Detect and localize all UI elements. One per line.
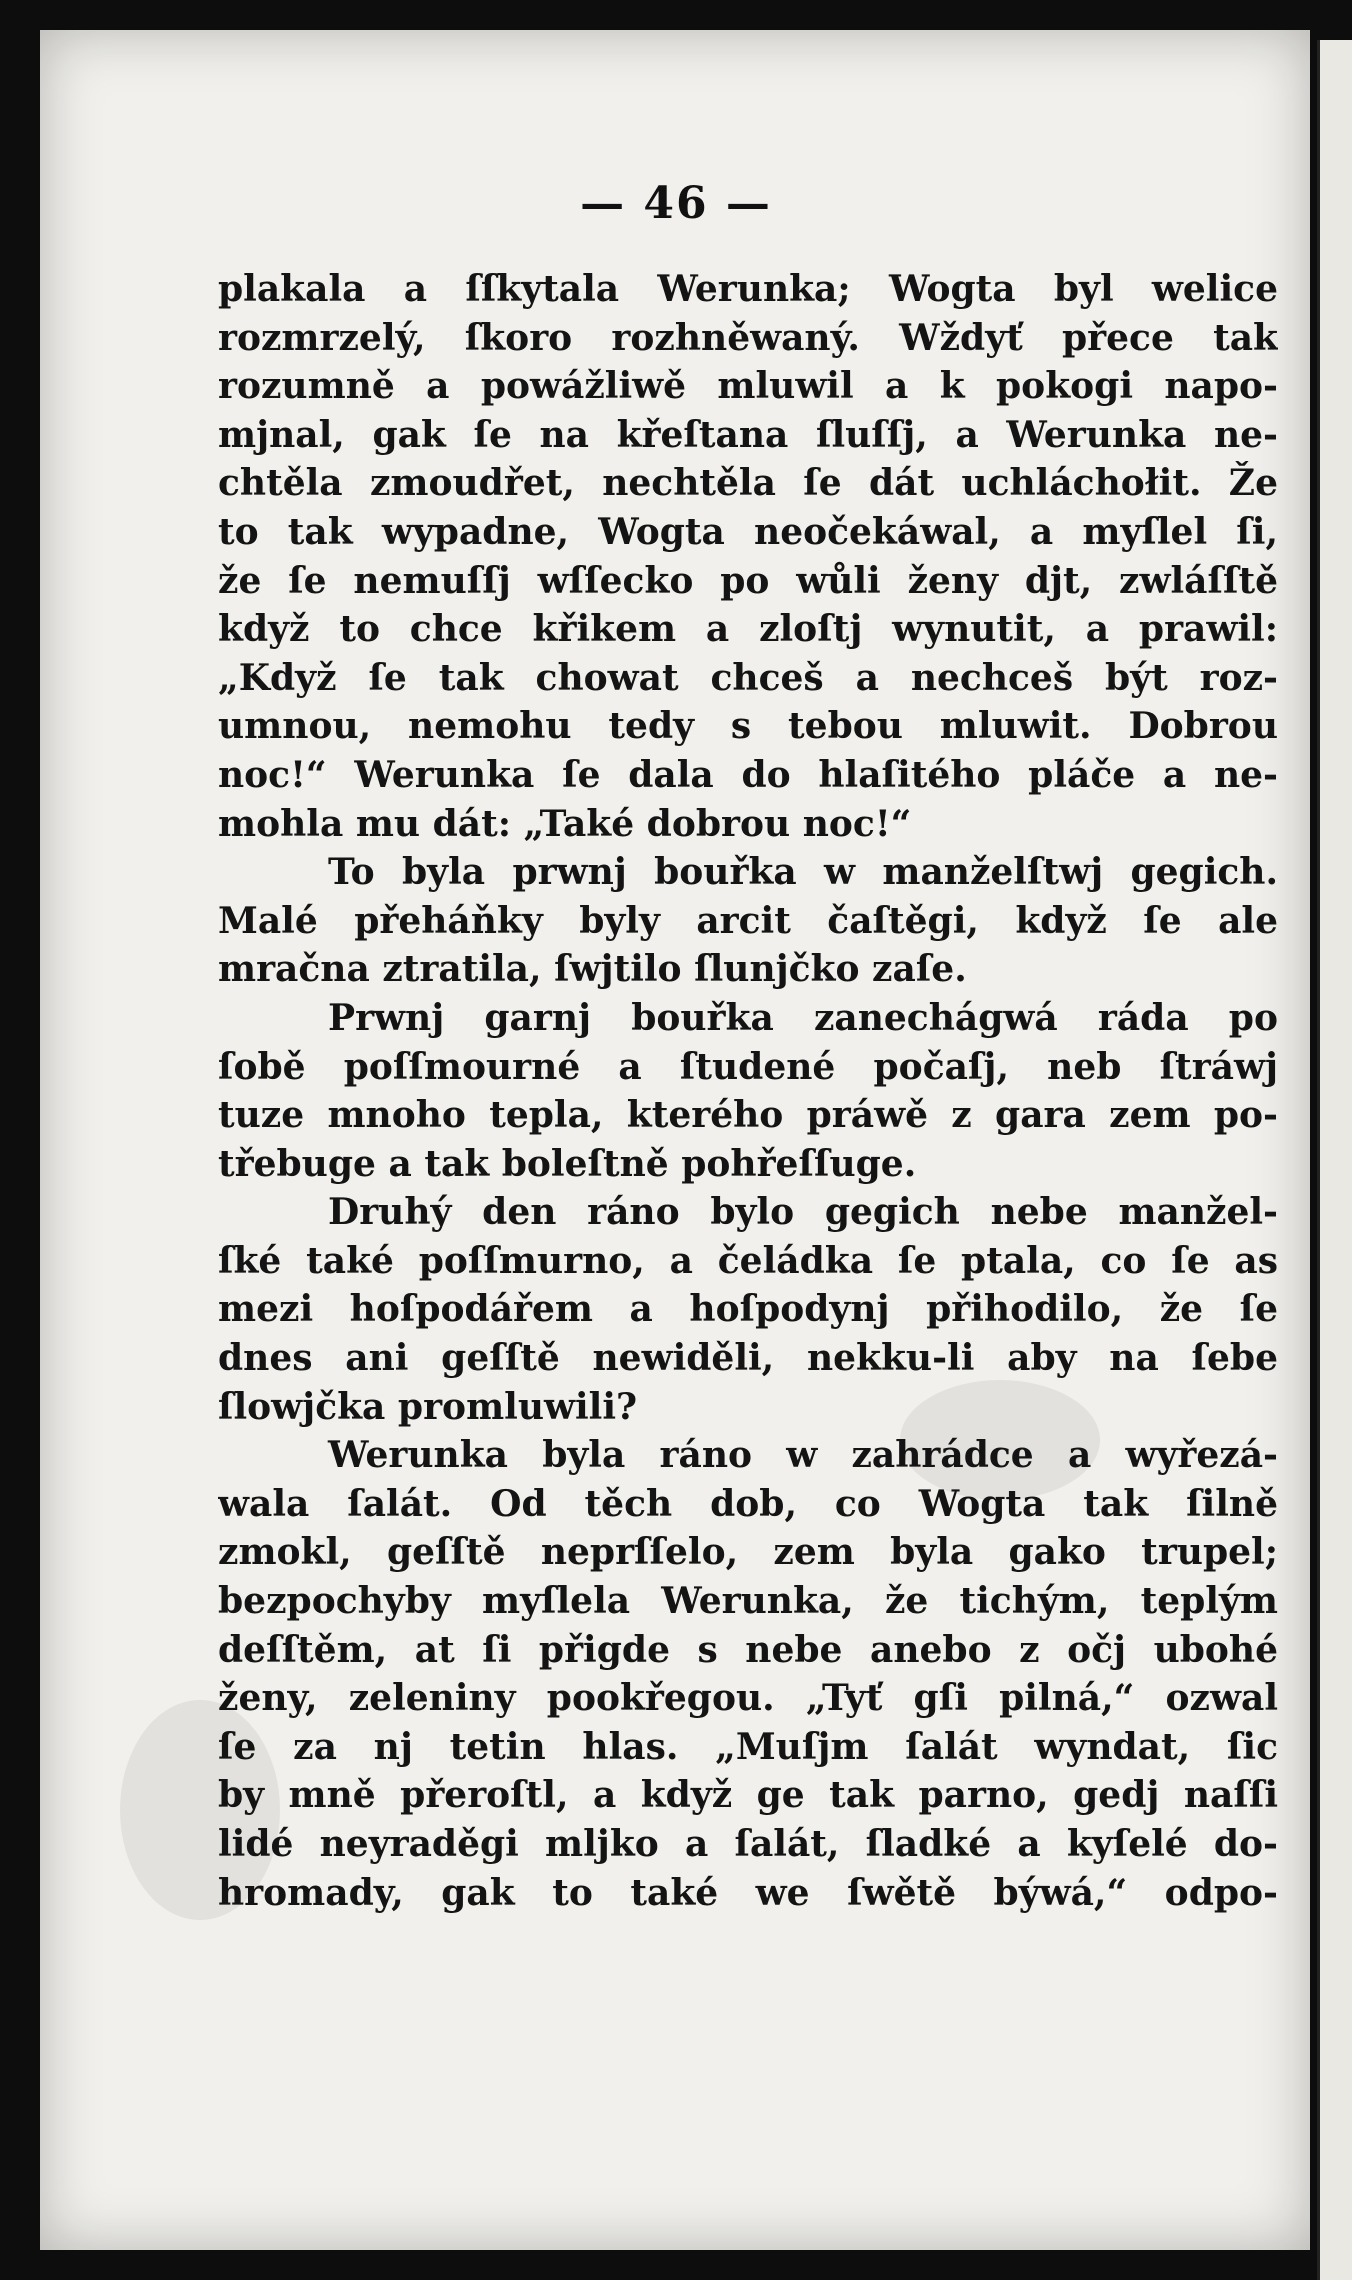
text-line: ſe za nj tetin hlas. „Muſjm ſalát wyndat, ſic	[218, 1725, 1278, 1768]
text-line: plakala a ſſkytala Werunka; Wogta byl welice	[218, 268, 1278, 310]
next-page-edge	[1317, 40, 1352, 2280]
text-line: když to chce křikem a zloſtj wynutit, a prawil:	[218, 608, 1278, 651]
text-line: „Když ſe tak chowat chceš a nechceš být roz-	[218, 656, 1278, 699]
text-line: wala ſalát. Od těch dob, co Wogta tak ſilně	[218, 1482, 1278, 1525]
text-line: umnou, nemohu tedy s tebou mluwit. Dobrou	[218, 705, 1278, 748]
text-line: mohla mu dát: „Také dobrou noc!“	[218, 802, 912, 845]
text-line: Prwnj garnj bouřka zanechágwá ráda po	[328, 996, 1278, 1039]
text-line: mračna ztratila, ſwjtilo ſlunjčko zaſe.	[218, 948, 967, 991]
text-line: Werunka byla ráno w zahrádce a wyřezá-	[328, 1434, 1278, 1477]
text-line: Malé přeháňky byly arcit čaſtěgi, když ſe ale	[218, 899, 1278, 942]
text-line: chtěla zmoudřet, nechtěla ſe dát uchláchołit. Že	[218, 462, 1278, 505]
text-line: že ſe nemuſſj wſſecko po wůli ženy djt, zwláſſtě	[218, 559, 1278, 602]
text-line: třebuge a tak boleſtně pohřeſſuge.	[218, 1142, 917, 1185]
text-line: bezpochyby myſlela Werunka, že tichým, teplým	[218, 1580, 1278, 1623]
text-line: to tak wypadne, Wogta neočekáwal, a myſlel ſi,	[218, 510, 1278, 553]
text-line: zmokl, geſſtě neprſſelo, zem byla gako trupel;	[218, 1531, 1278, 1574]
page-number: — 46 —	[580, 178, 772, 229]
text-line: deſſtěm, at ſi přigde s nebe anebo z očj ubohé	[218, 1628, 1278, 1671]
text-line: rozmrzelý, ſkoro rozhněwaný. Wždyť přece tak	[218, 316, 1278, 359]
text-line: mezi hoſpodářem a hoſpodynj přihodilo, že ſe	[218, 1288, 1278, 1331]
text-line: rozumně a powážliwě mluwil a k pokogi napo-	[218, 365, 1278, 408]
text-line: dnes ani geſſtě newiděli, nekku-li aby na ſebe	[218, 1337, 1278, 1380]
text-line: tuze mnoho tepla, kterého práwě z gara zem po-	[218, 1094, 1278, 1137]
text-line: lidé neyraděgi mljko a ſalát, ſladké a kyſelé do-	[218, 1823, 1278, 1865]
text-line: noc!“ Werunka ſe dala do hlaſitého pláče a ne-	[218, 753, 1278, 796]
text-line: ſké také poſſmurno, a čeládka ſe ptala, co ſe as	[218, 1239, 1278, 1282]
body-text	[218, 265, 1278, 1917]
text-line: ſobě poſſmourné a ſtudené počaſj, neb ſtráwj	[218, 1045, 1278, 1088]
text-line: by mně přeroſtl, a když ge tak parno, gedj naſſi	[218, 1774, 1278, 1817]
text-line: hromady, gak to také we ſwětě býwá,“ odpo-	[218, 1871, 1278, 1914]
text-line: ſlowjčka promluwili?	[218, 1385, 638, 1428]
text-line: ženy, zeleniny pookřegou. „Tyť gſi pilná,“ ozwal	[218, 1677, 1278, 1720]
text-line: mjnal, gak ſe na křeſtana ſluſſj, a Werunka ne-	[218, 413, 1278, 456]
text-line: Druhý den ráno bylo gegich nebe manžel-	[328, 1191, 1278, 1234]
text-line: To byla prwnj bouřka w manželſtwj gegich.	[328, 851, 1278, 894]
